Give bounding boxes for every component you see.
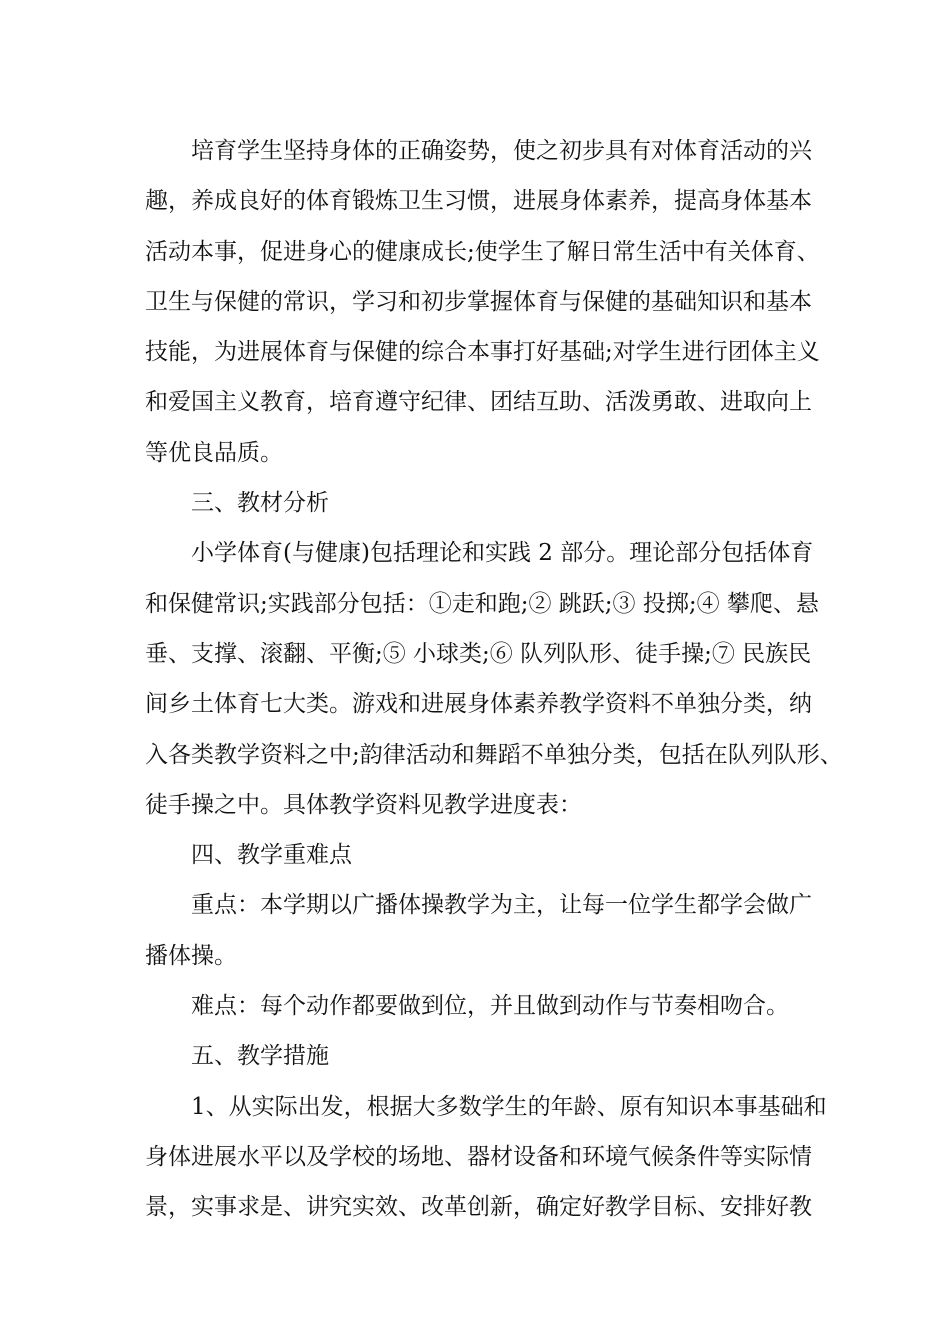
text-line: 趣，养成良好的体育锻炼卫生习惯，进展身体素养，提高身体基本 xyxy=(145,188,812,215)
heading-text: 三、教材分析 xyxy=(191,490,329,517)
section-heading-key-difficult xyxy=(145,830,825,880)
heading-text: 四、教学重难点 xyxy=(191,842,352,869)
text-line: 技能，为进展体育与保健的综合本事打好基础;对学生进行团体主义 xyxy=(145,339,820,366)
text-line: 垂、支撑、滚翻、平衡;⑤ 小球类;⑥ 队列队形、徒手操;⑦ 民族民 xyxy=(145,640,812,667)
text-line: 播体操。 xyxy=(145,942,237,969)
text-line: 间乡土体育七大类。游戏和进展身体素养教学资料不单独分类，纳 xyxy=(145,691,812,718)
key-point-paragraph xyxy=(145,880,825,981)
text-line: 卫生与保健的常识，学习和初步掌握体育与保健的基础知识和基本 xyxy=(145,288,812,315)
text-line: 活动本事，促进身心的健康成长;使学生了解日常生活中有关体育、 xyxy=(145,238,820,265)
materials-paragraph xyxy=(145,528,843,830)
text-line: 重点：本学期以广播体操教学为主，让每一位学生都学会做广 xyxy=(191,892,812,919)
text-line: 和爱国主义教育，培育遵守纪律、团结互助、活泼勇敢、进取向上 xyxy=(145,389,812,416)
text-line: 入各类教学资料之中;韵律活动和舞蹈不单独分类，包括在队列队形、 xyxy=(145,741,843,768)
text-line: 等优良品质。 xyxy=(145,439,283,466)
measure-1-paragraph xyxy=(145,1082,825,1233)
section-heading-measures xyxy=(145,1031,825,1081)
heading-text: 五、教学措施 xyxy=(191,1043,329,1070)
text-line: 景，实事求是、讲究实效、改革创新，确定好教学目标、安排好教 xyxy=(145,1194,812,1221)
goal-paragraph xyxy=(145,126,825,478)
text-line: 培育学生坚持身体的正确姿势，使之初步具有对体育活动的兴 xyxy=(191,138,812,164)
text-line: 身体进展水平以及学校的场地、器材设备和环境气候条件等实际情 xyxy=(145,1143,812,1170)
text-line: 1、从实际出发，根据大多数学生的年龄、原有知识本事基础和 xyxy=(191,1093,827,1120)
difficult-point-paragraph xyxy=(145,981,825,1031)
text-line: 难点：每个动作都要做到位，并且做到动作与节奏相吻合。 xyxy=(191,993,789,1020)
text-line: 徒手操之中。具体教学资料见教学进度表： xyxy=(145,791,582,818)
section-heading-materials xyxy=(145,478,825,528)
document-body xyxy=(145,126,843,1233)
text-line: 小学体育(与健康)包括理论和实践 2 部分。理论部分包括体育 xyxy=(191,540,814,567)
text-line: 和保健常识;实践部分包括：①走和跑;② 跳跃;③ 投掷;④ 攀爬、悬 xyxy=(145,590,819,617)
